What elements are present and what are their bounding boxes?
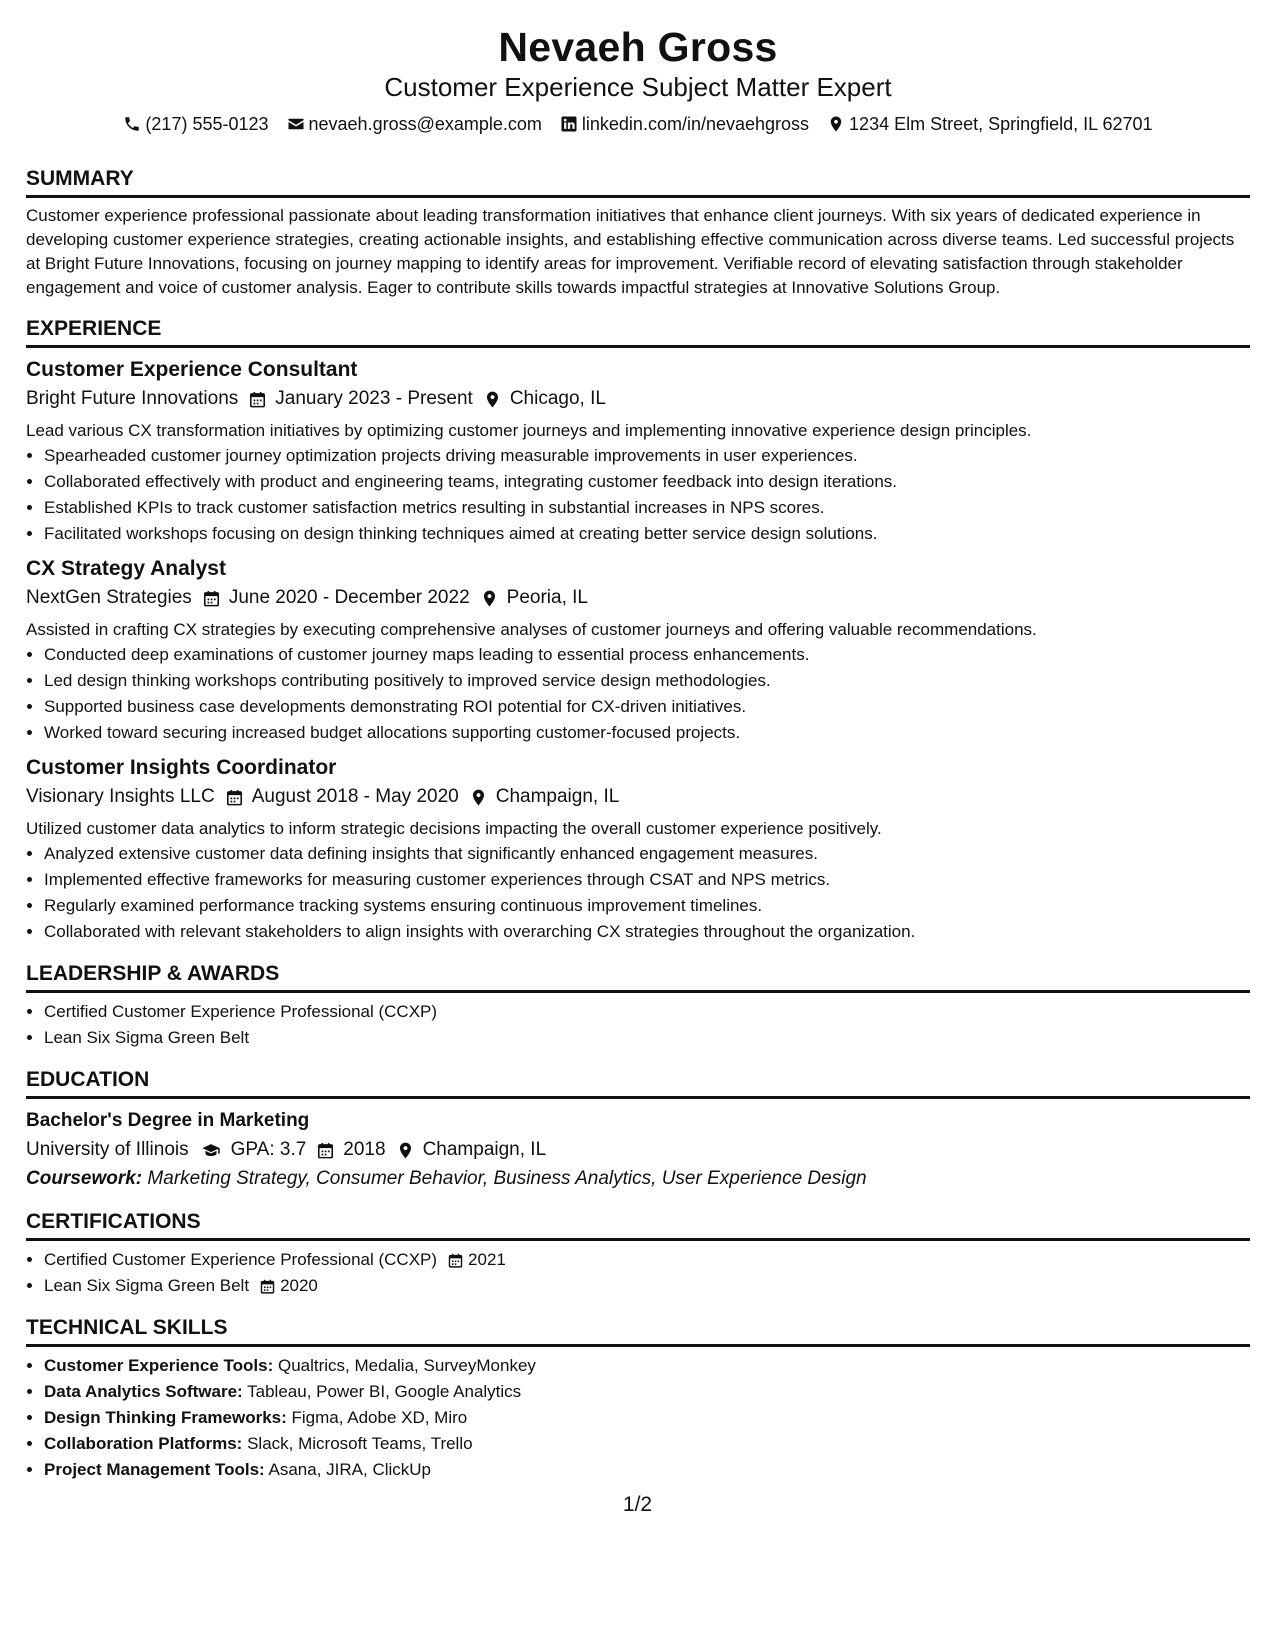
- degree-title: Bachelor's Degree in Marketing: [26, 1110, 310, 1131]
- job-meta: [26, 385, 1250, 413]
- job-title: CX Strategy Analyst: [26, 557, 226, 580]
- page-number: 1/2: [622, 1493, 653, 1516]
- skill-label: Project Management Tools:: [44, 1460, 265, 1479]
- job-bullets: [26, 443, 1250, 547]
- job-description: Utilized customer data analytics to inform strategic decisions impacting the overall customer experience positively.: [26, 819, 882, 838]
- coursework: [26, 1165, 1250, 1193]
- summary-text: Customer experience professional passionate about leading transformation initiatives that enhance client journeys. With six years of dedicated experience in developing customer experience strategies, creating actionable insights, and establishing effective communication across diverse teams. Led successful projects at Bright Future Innovations, focusing on journey mapping to identify areas for improvement. Verifiable record of elevating satisfaction through stakeholder engagement and voice of customer analysis. Eager to contribute skills towards impactful strategies at Innovative Solutions Group.: [26, 206, 1235, 297]
- education-location: [396, 1136, 547, 1164]
- experience-section: [26, 316, 1250, 945]
- section-title-summary: SUMMARY: [26, 166, 1250, 198]
- job-bullet: • Supported business case developments demonstrating ROI potential for CX-driven initiatives.: [44, 694, 1250, 720]
- skill-item: [44, 1353, 1250, 1379]
- skill-value: Asana, JIRA, ClickUp: [268, 1460, 432, 1479]
- job-bullet: • Facilitated workshops focusing on design thinking techniques aimed at creating better service design solutions.: [44, 521, 1250, 547]
- company-name: NextGen Strategies: [26, 587, 192, 608]
- education-section: [26, 1067, 1250, 1193]
- candidate-name: Nevaeh Gross: [498, 24, 778, 70]
- job-location: [469, 783, 620, 811]
- contact-linkedin[interactable]: [560, 112, 809, 136]
- certifications-list: [26, 1247, 1250, 1299]
- skill-label: Customer Experience Tools:: [44, 1356, 274, 1375]
- certification-name: • Certified Customer Experience Professional (CCXP): [44, 1250, 438, 1269]
- job-bullet: • Established KPIs to track customer satisfaction metrics resulting in substantial increases in NPS scores.: [44, 495, 1250, 521]
- phone-text: (217) 555-0123: [145, 114, 269, 134]
- leadership-item: • Certified Customer Experience Professional (CCXP): [44, 999, 1250, 1025]
- certifications-section: [26, 1209, 1250, 1299]
- skill-item: [44, 1379, 1250, 1405]
- job-entry: [26, 356, 1250, 547]
- job-description: Assisted in crafting CX strategies by executing comprehensive analyses of customer journeys and offering valuable recommendations.: [26, 620, 1037, 639]
- graduation-cap-icon: [199, 1141, 223, 1160]
- calendar-icon: [225, 788, 244, 807]
- job-bullet: • Led design thinking workshops contributing positively to improved service design methodologies.: [44, 668, 1250, 694]
- job-title: Customer Insights Coordinator: [26, 756, 337, 779]
- education-meta: [26, 1136, 1250, 1164]
- skill-value: Tableau, Power BI, Google Analytics: [247, 1382, 522, 1401]
- calendar-icon: [447, 1252, 464, 1269]
- leadership-section: [26, 961, 1250, 1051]
- education-year: [316, 1136, 385, 1164]
- job-dates: [202, 584, 470, 612]
- skill-value: Slack, Microsoft Teams, Trello: [247, 1434, 473, 1453]
- job-entry: [26, 555, 1250, 746]
- job-dates: [248, 385, 473, 413]
- phone-icon: [123, 115, 141, 133]
- section-title-experience: EXPERIENCE: [26, 316, 1250, 348]
- school-name: University of Illinois: [26, 1139, 189, 1160]
- leadership-item: • Lean Six Sigma Green Belt: [44, 1025, 1250, 1051]
- job-location: [480, 584, 588, 612]
- coursework-label: Coursework:: [26, 1168, 143, 1189]
- certification-year: 2020: [280, 1276, 318, 1295]
- skill-item: [44, 1431, 1250, 1457]
- linkedin-text: linkedin.com/in/nevaehgross: [581, 114, 810, 134]
- company-name: Visionary Insights LLC: [26, 786, 215, 807]
- location-text: Peoria, IL: [506, 587, 588, 608]
- gpa-text: GPA: 3.7: [230, 1139, 307, 1160]
- education-gpa: [199, 1136, 307, 1164]
- job-bullet: • Conducted deep examinations of customer journey maps leading to essential process enhancements.: [44, 642, 1250, 668]
- job-bullet: • Collaborated with relevant stakeholders to align insights with overarching CX strategies throughout the organization.: [44, 919, 1250, 945]
- year-text: 2018: [343, 1139, 386, 1160]
- certification-item: [44, 1247, 1250, 1273]
- dates-text: January 2023 - Present: [275, 388, 473, 409]
- location-text: Chicago, IL: [509, 388, 606, 409]
- leadership-list: [26, 999, 1250, 1051]
- location-pin-icon: [469, 788, 488, 807]
- skill-label: Design Thinking Frameworks:: [44, 1408, 287, 1427]
- job-description: Lead various CX transformation initiatives by optimizing customer journeys and implementing innovative experience design principles.: [26, 421, 1032, 440]
- certification-date: [259, 1273, 318, 1299]
- skill-value: Qualtrics, Medalia, SurveyMonkey: [277, 1356, 536, 1375]
- location-pin-icon: [827, 115, 845, 133]
- job-bullet: • Regularly examined performance tracking systems ensuring continuous improvement timelines.: [44, 893, 1250, 919]
- contact-phone[interactable]: [123, 112, 268, 136]
- contact-email[interactable]: [287, 112, 542, 136]
- email-text: nevaeh.gross@example.com: [308, 114, 542, 134]
- job-bullet: • Analyzed extensive customer data defining insights that significantly enhanced engagement measures.: [44, 841, 1250, 867]
- job-title: Customer Experience Consultant: [26, 358, 358, 381]
- location-pin-icon: [480, 589, 499, 608]
- calendar-icon: [316, 1141, 335, 1160]
- section-title-education: EDUCATION: [26, 1067, 1250, 1099]
- skill-label: Collaboration Platforms:: [44, 1434, 243, 1453]
- job-meta: [26, 783, 1250, 811]
- job-bullet: • Collaborated effectively with product and engineering teams, integrating customer feedback into design iterations.: [44, 469, 1250, 495]
- envelope-icon: [287, 115, 305, 133]
- dates-text: August 2018 - May 2020: [251, 786, 459, 807]
- company-name: Bright Future Innovations: [26, 388, 239, 409]
- location-pin-icon: [396, 1141, 415, 1160]
- linkedin-icon: [560, 115, 578, 133]
- certification-date: [447, 1247, 506, 1273]
- candidate-headline: Customer Experience Subject Matter Expert: [384, 72, 892, 102]
- skills-list: [26, 1353, 1250, 1483]
- calendar-icon: [248, 390, 267, 409]
- coursework-text: Marketing Strategy, Consumer Behavior, Business Analytics, User Experience Design: [147, 1168, 867, 1189]
- resume-page: [26, 22, 1250, 1483]
- skill-label: Data Analytics Software:: [44, 1382, 243, 1401]
- location-text: Champaign, IL: [495, 786, 620, 807]
- certification-item: [44, 1273, 1250, 1299]
- address-text: 1234 Elm Street, Springfield, IL 62701: [849, 114, 1153, 134]
- location-text: Champaign, IL: [422, 1139, 547, 1160]
- summary-section: [26, 166, 1250, 300]
- location-pin-icon: [483, 390, 502, 409]
- dates-text: June 2020 - December 2022: [228, 587, 470, 608]
- skill-value: Figma, Adobe XD, Miro: [291, 1408, 468, 1427]
- section-title-skills: TECHNICAL SKILLS: [26, 1315, 1250, 1347]
- job-entry: [26, 754, 1250, 945]
- job-location: [483, 385, 606, 413]
- job-bullets: [26, 841, 1250, 945]
- job-bullet: • Worked toward securing increased budget allocations supporting customer-focused projects.: [44, 720, 1250, 746]
- contact-bar: [26, 112, 1250, 136]
- job-dates: [225, 783, 459, 811]
- certification-year: 2021: [468, 1250, 506, 1269]
- job-meta: [26, 584, 1250, 612]
- skill-item: [44, 1405, 1250, 1431]
- calendar-icon: [202, 589, 221, 608]
- job-bullets: [26, 642, 1250, 746]
- contact-address: [827, 112, 1153, 136]
- section-title-certifications: CERTIFICATIONS: [26, 1209, 1250, 1241]
- skills-section: [26, 1315, 1250, 1483]
- section-title-leadership: LEADERSHIP & AWARDS: [26, 961, 1250, 993]
- job-bullet: • Spearheaded customer journey optimization projects driving measurable improvements in user experiences.: [44, 443, 1250, 469]
- skill-item: [44, 1457, 1250, 1483]
- calendar-icon: [259, 1278, 276, 1295]
- certification-name: • Lean Six Sigma Green Belt: [44, 1276, 250, 1295]
- job-bullet: • Implemented effective frameworks for measuring customer experiences through CSAT and NPS metrics.: [44, 867, 1250, 893]
